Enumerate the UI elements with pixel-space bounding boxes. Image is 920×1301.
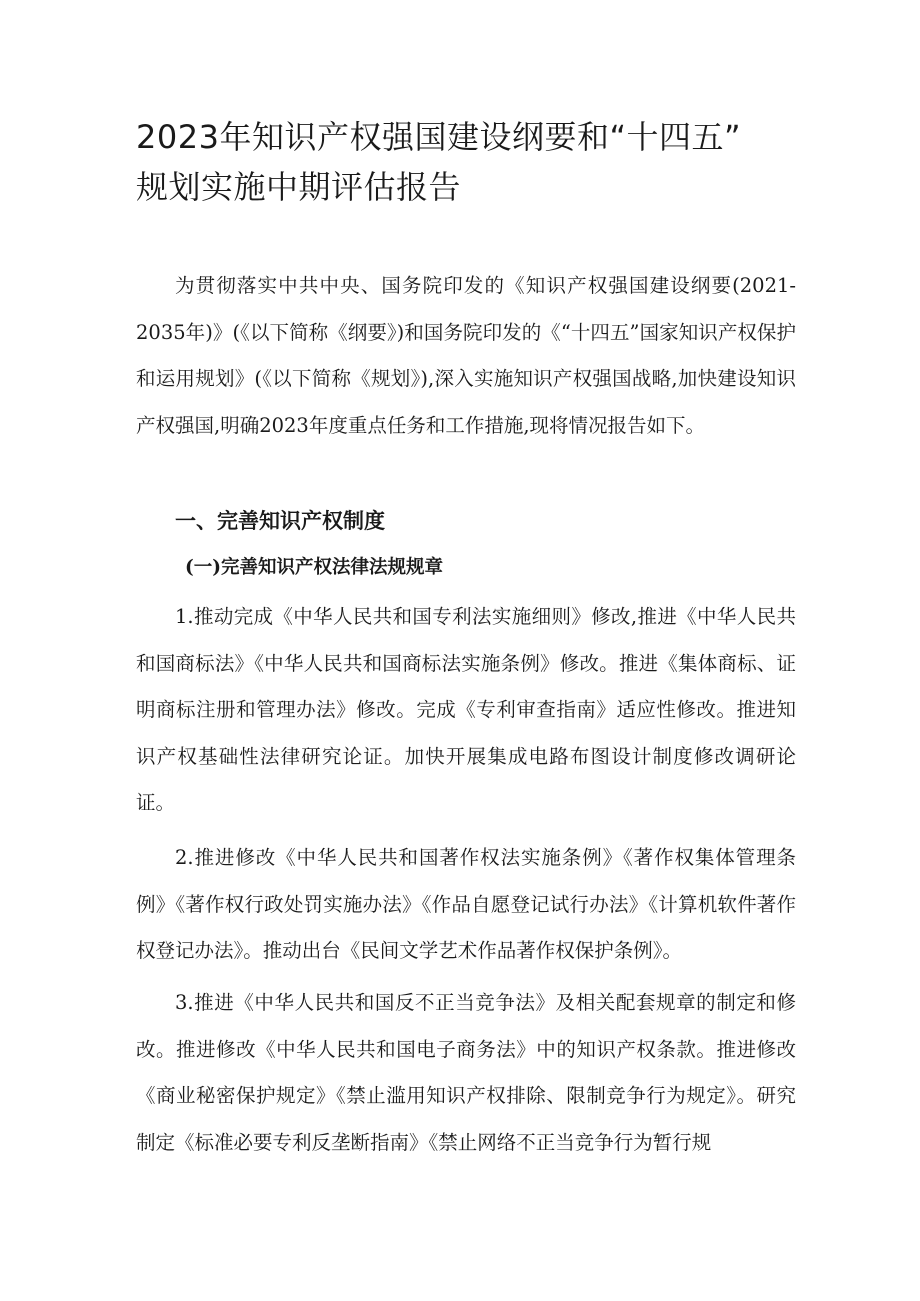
item-3-paragraph: 3.推进《中华人民共和国反不正当竞争法》及相关配套规章的制定和修改。推进修改《中华人民共和国电子商务法》中的知识产权条款。推进修改《商业秘密保护规定》《禁止滥用知识产权排除、限制竞争行为规定》。研究制定《标准必要专利反垄断指南》《禁止网络不正当竞争行为暂行规 bbox=[136, 991, 796, 1154]
document-title bbox=[136, 112, 816, 212]
section-heading-1: 一、完善知识产权制度 bbox=[175, 509, 385, 533]
subsection-heading-1: (一)完善知识产权法律法规规章 bbox=[185, 557, 444, 578]
item-1-paragraph: 1.推动完成《中华人民共和国专利法实施细则》修改,推进《中华人民共和国商标法》《中华人民共和国商标法实施条例》修改。推进《集体商标、证明商标注册和管理办法》修改。完成《专利审查指南》适应性修改。推进知识产权基础性法律研究论证。加快开展集成电路布图设计制度修改调研论证。 bbox=[136, 605, 796, 814]
title-line-1: 2023年知识产权强国建设纲要和“十四五” bbox=[136, 118, 742, 156]
title-line-2: 规划实施中期评估报告 bbox=[136, 168, 462, 206]
item-2-paragraph: 2.推进修改《中华人民共和国著作权法实施条例》《著作权集体管理条例》《著作权行政处罚实施办法》《作品自愿登记试行办法》《计算机软件著作权登记办法》。推动出台《民间文学艺术作品著作权保护条例》。 bbox=[136, 846, 796, 962]
intro-paragraph: 为贯彻落实中共中央、国务院印发的《知识产权强国建设纲要(2021-2035年)》(《以下简称《纲要》)和国务院印发的《“十四五”国家知识产权保护和运用规划》(《以下简称《规划》),深入实施知识产权强国战略,加快建设知识产权强国,明确2023年度重点任务和工作措施,现将情况报告如下。 bbox=[136, 274, 796, 437]
